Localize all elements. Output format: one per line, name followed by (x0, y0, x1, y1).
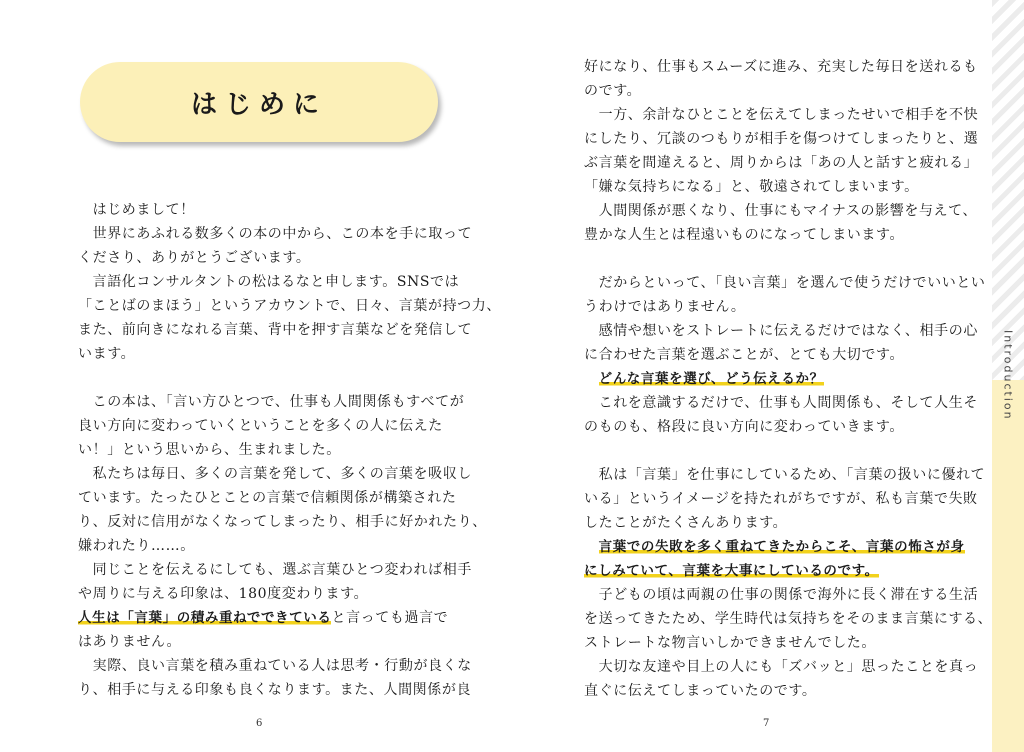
line-text: この本は、「言い方ひとつで、仕事も人間関係もすべてが (78, 394, 465, 410)
line-text: ストレートな物言いしかできませんでした。 (584, 635, 876, 651)
highlighted-phrase: 言葉での失敗を多く重ねてきたからこそ、言葉の怖さが身 (598, 539, 965, 555)
line-text: を送ってきたため、学生時代は気持ちをそのまま言葉にする、 (584, 611, 993, 627)
chapter-title: はじめに (190, 89, 327, 120)
highlighted-phrase: にしみていて、言葉を大事にしているのです。 (584, 563, 879, 579)
text-line (78, 510, 487, 534)
text-line (78, 270, 458, 294)
text-line (584, 391, 978, 415)
side-tab-label-box (992, 330, 1024, 420)
text-line (584, 343, 960, 367)
line-text: に合わせた言葉を選ぶことが、とても大切です。 (584, 347, 905, 363)
line-text: り、反対に信用がなくなってしまったり、相手に好かれたり、 (78, 514, 487, 530)
line-text: 大切な友達や目上の人にも「ズバッと」思ったことを真っ (584, 659, 979, 675)
text-line (584, 559, 960, 583)
text-line (584, 631, 960, 655)
line-text: 「嫌な気持ちになる」と、敬遠されてしまいます。 (584, 179, 919, 195)
text-line (78, 630, 458, 654)
line-text: はじめまして！ (78, 202, 195, 218)
text-line (78, 198, 458, 222)
line-text: これを意識するだけで、仕事も人間関係も、そして人生そ (584, 395, 978, 411)
line-text: 人間関係が悪くなり、仕事にもマイナスの影響を与えて、 (584, 203, 978, 219)
paragraph-gap (584, 247, 960, 271)
text-line (584, 415, 960, 439)
text-line (584, 55, 978, 79)
line-text: 私たちは毎日、多くの言葉を発して、多くの言葉を吸収し (78, 466, 472, 482)
text-line (584, 319, 978, 343)
line-text: ぶ言葉を間違えると、周りからは「あの人と話すと疲れる」 (584, 155, 979, 171)
text-line (584, 79, 960, 103)
text-line (78, 246, 458, 270)
text-line (584, 463, 986, 487)
text-line (78, 534, 458, 558)
line-text: 私は「言葉」を仕事にしているため、「言葉の扱いに優れて (584, 467, 986, 483)
line-text: だからといって、「良い言葉」を選んで使うだけでいいとい (584, 275, 986, 291)
line-text: 嫌われたり……。 (78, 538, 195, 554)
line-text: のものも、格段に良い方向に変わっていきます。 (584, 419, 904, 435)
highlighted-phrase: 人生は「言葉」の積み重ねでできている (78, 610, 332, 626)
text-line (584, 223, 960, 247)
text-line (78, 342, 458, 366)
text-line (78, 582, 458, 606)
side-stripe-band (992, 0, 1024, 380)
line-text: います。 (78, 346, 136, 362)
right-page (512, 0, 1024, 752)
line-text: また、前向きになれる言葉、背中を押す言葉などを発信して (78, 322, 473, 338)
line-text: 好になり、仕事もスムーズに進み、充実した毎日を送れるも (584, 59, 978, 75)
text-line (584, 271, 986, 295)
text-line (584, 511, 960, 535)
line-text: 感情や想いをストレートに伝えるだけではなく、相手の心 (584, 323, 978, 339)
line-text: い！」という思いから、生まれました。 (78, 442, 341, 458)
line-text: 子どもの頃は両親の仕事の関係で海外に長く滞在する生活 (584, 587, 979, 603)
page-number-right: 7 (763, 718, 770, 729)
text-line (584, 607, 993, 631)
line-text: と言っても過言で (331, 610, 449, 626)
text-line (78, 294, 501, 318)
text-line (78, 678, 472, 702)
text-line (78, 318, 473, 342)
text-line (584, 655, 979, 679)
line-text: 良い方向に変わっていくということを多くの人に伝えた (78, 418, 443, 434)
text-line (78, 414, 458, 438)
text-line (584, 679, 960, 703)
line-text: のです。 (584, 83, 642, 99)
line-text: いる」というイメージを持たれがちですが、私も言葉で失敗 (584, 491, 978, 507)
line-text: くださり、ありがとうございます。 (78, 250, 311, 266)
text-line (78, 654, 472, 678)
line-text: 実際、良い言葉を積み重ねている人は思考・行動が良くな (78, 658, 472, 674)
text-line (78, 390, 465, 414)
line-text: 言語化コンサルタントの松はるなと申します。SNSでは (78, 274, 460, 290)
line-text: はありません。 (78, 634, 182, 650)
paragraph-gap (584, 439, 960, 463)
text-line (78, 222, 473, 246)
line-text: 直ぐに伝えてしまっていたのです。 (584, 683, 817, 699)
page-number-left: 6 (256, 718, 263, 729)
text-line (584, 367, 960, 391)
line-text: 一方、余計なひとことを伝えてしまったせいで相手を不快 (584, 107, 979, 123)
text-line (584, 199, 978, 223)
text-line (584, 103, 979, 127)
line-text: 同じことを伝えるにしても、選ぶ言葉ひとつ変われば相手 (78, 562, 472, 578)
right-page-body (584, 55, 993, 703)
text-line (584, 535, 965, 559)
text-line (78, 438, 458, 462)
side-tab-label: Introduction (1001, 329, 1015, 421)
text-line (78, 558, 472, 582)
text-line (584, 295, 960, 319)
text-line (584, 127, 979, 151)
line-text: り、相手に与える印象も良くなります。また、人間関係が良 (78, 682, 472, 698)
line-text: 「ことばのまほう」というアカウントで、日々、言葉が持つ力、 (78, 298, 501, 314)
line-text: 世界にあふれる数多くの本の中から、この本を手に取って (78, 226, 473, 242)
text-line (584, 175, 960, 199)
text-line (584, 487, 978, 511)
text-line (584, 151, 979, 175)
line-text: や周りに与える印象は、180度変わります。 (78, 586, 369, 602)
text-line (584, 583, 979, 607)
line-text: したことがたくさんあります。 (584, 515, 788, 531)
line-text: 豊かな人生とは程遠いものになってしまいます。 (584, 227, 905, 243)
line-text: うわけではありません。 (584, 299, 746, 315)
paragraph-gap (78, 366, 458, 390)
chapter-title-pill (80, 62, 438, 142)
left-page-body (78, 198, 501, 702)
text-line (78, 486, 458, 510)
text-line (78, 462, 472, 486)
line-text: にしたり、冗談のつもりが相手を傷つけてしまったりと、選 (584, 131, 979, 147)
line-text: ています。たったひとことの言葉で信頼関係が構築された (78, 490, 457, 506)
highlighted-phrase: どんな言葉を選び、どう伝えるか？ (598, 371, 824, 387)
side-yellow-band (992, 380, 1024, 752)
text-line (78, 606, 458, 630)
